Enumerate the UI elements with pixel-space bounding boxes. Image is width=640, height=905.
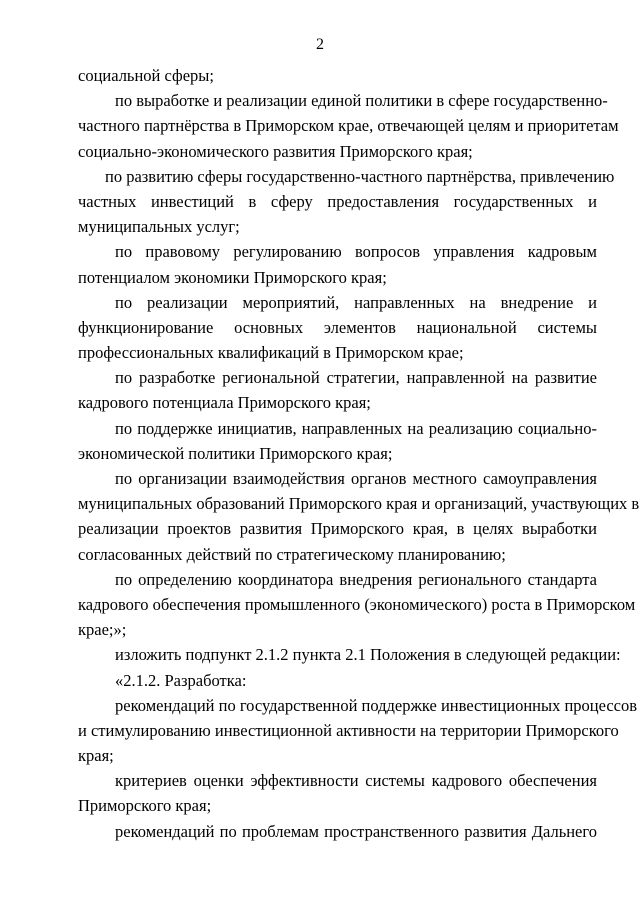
paragraph (78, 466, 640, 567)
text-line: «2.1.2. Разработка: (115, 670, 247, 690)
paragraph (78, 63, 597, 88)
text-line: Приморского края; (78, 796, 212, 816)
paragraph (78, 239, 597, 289)
text-line: по разработке региональной стратегии, направленной на развитие (115, 368, 597, 388)
text-line: по определению координатора внедрения регионального стандарта (115, 569, 597, 589)
text-line: края; (78, 746, 114, 766)
paragraph (78, 164, 615, 240)
paragraph (78, 642, 621, 667)
paragraph (78, 768, 597, 818)
text-line: социальной сферы; (78, 66, 214, 85)
paragraph (78, 365, 597, 415)
text-line: рекомендаций по проблемам пространственного развития Дальнего (115, 821, 597, 841)
paragraph (78, 567, 636, 643)
text-line: профессиональных квалификаций в Приморском крае; (78, 343, 464, 363)
text-line: кадрового обеспечения промышленного (экономического) роста в Приморском (78, 594, 636, 614)
text-line: муниципальных услуг; (78, 217, 240, 237)
text-line: по выработке и реализации единой политики в сфере государственно- (115, 91, 608, 111)
text-line: кадрового потенциала Приморского края; (78, 393, 371, 413)
text-line: по реализации мероприятий, направленных на внедрение и (115, 292, 597, 312)
text-line: изложить подпункт 2.1.2 пункта 2.1 Положения в следующей редакции: (115, 645, 621, 665)
text-line: функционирование основных элементов национальной системы (78, 317, 597, 337)
text-line: частного партнёрства в Приморском крае, отвечающей целям и приоритетам (78, 116, 619, 136)
paragraph (78, 819, 597, 844)
text-line: по организации взаимодействия органов местного самоуправления (115, 469, 597, 488)
text-line: согласованных действий по стратегическому планированию; (78, 544, 506, 564)
paragraph (78, 290, 597, 366)
text-line: экономической политики Приморского края; (78, 443, 393, 463)
text-line: по поддержке инициатив, направленных на реализацию социально- (115, 418, 597, 438)
paragraph (78, 668, 597, 693)
text-line: рекомендаций по государственной поддержке инвестиционных процессов (115, 695, 638, 715)
text-line: социально-экономического развития Приморского края; (78, 141, 473, 161)
paragraph (78, 416, 597, 466)
text-line: частных инвестиций в сферу предоставления государственных и (78, 191, 597, 211)
document-body (78, 63, 640, 844)
text-line: критериев оценки эффективности системы кадрового обеспечения (115, 771, 597, 791)
page-number: 2 (316, 36, 324, 53)
text-line: потенциалом экономики Приморского края; (78, 267, 387, 287)
text-line: реализации проектов развития Приморского края, в целях выработки (78, 519, 597, 539)
text-line: по правовому регулированию вопросов управления кадровым (115, 242, 597, 262)
text-line: крае;»; (78, 620, 127, 640)
text-line: по развитию сферы государственно-частного партнёрства, привлечению (105, 166, 615, 186)
text-line: и стимулированию инвестиционной активности на территории Приморского (78, 720, 619, 740)
text-line: муниципальных образований Приморского края и организаций, участвующих в (78, 494, 640, 514)
paragraph (78, 88, 619, 164)
paragraph (78, 693, 638, 769)
